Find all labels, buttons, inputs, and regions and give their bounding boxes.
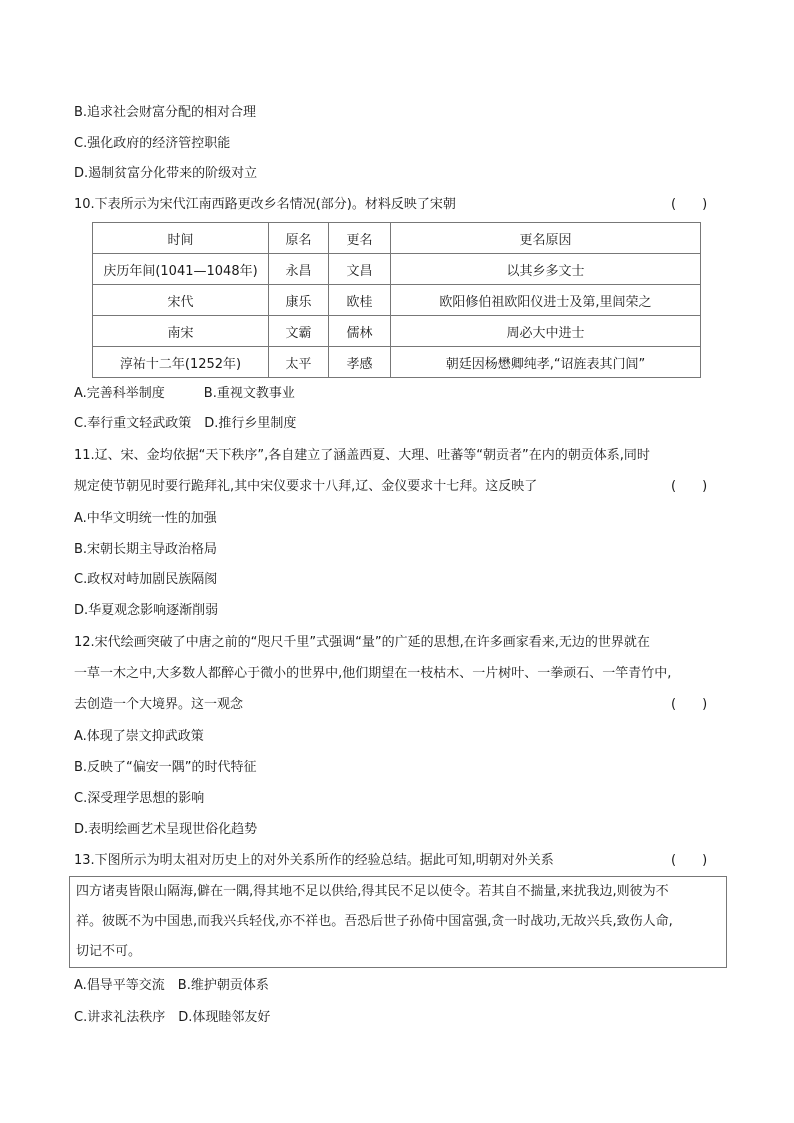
q13-options-ab: A.倡导平等交流 B.维护朝贡体系	[74, 978, 269, 993]
q10-stem: 10.下表所示为宋代江南西路更改乡名情况(部分)。材料反映了宋朝	[74, 197, 456, 212]
table-cell: 儒林	[329, 316, 391, 347]
q11-stem-line1: 11.辽、宋、金均依据“天下秩序”,各自建立了涵盖西夏、大理、吐蕃等“朝贡者”在内的朝贡体系,同时	[74, 448, 650, 463]
quote-line: 切记不可。	[76, 944, 142, 959]
q12-option-a: A.体现了崇文抑武政策	[74, 729, 204, 744]
q12-option-d: D.表明绘画艺术呈现世俗化趋势	[74, 822, 258, 837]
q12-stem-line2: 一草一木之中,大多数人都醉心于微小的世界中,他们期望在一枝枯木、一片树叶、一拳顽石、一竿青竹中,	[74, 666, 672, 681]
q13-options-cd: C.讲求礼法秩序 D.体现睦邻友好	[74, 1010, 271, 1025]
table-cell: 康乐	[269, 285, 329, 316]
q12-stem-line1: 12.宋代绘画突破了中唐之前的“咫尺千里”式强调“量”的广延的思想,在许多画家看来,无边的世界就在	[74, 635, 650, 650]
q11-stem-line2: 规定使节朝见时要行跪拜礼,其中宋仪要求十八拜,辽、金仪要求十七拜。这反映了	[74, 479, 538, 494]
q10-answer-bracket: ( )	[671, 197, 708, 212]
table-row	[93, 316, 701, 347]
q12-answer-bracket: ( )	[671, 697, 708, 712]
table-cell: 太平	[269, 347, 329, 378]
q12-stem-line3: 去创造一个大境界。这一观念	[74, 697, 244, 712]
table-cell: 淳祐十二年(1252年)	[93, 347, 269, 378]
q10-options-cd: C.奉行重文轻武政策 D.推行乡里制度	[74, 416, 297, 431]
table-row	[93, 285, 701, 316]
table-row	[93, 254, 701, 285]
table-cell: 南宋	[93, 316, 269, 347]
q11-option-a: A.中华文明统一性的加强	[74, 511, 217, 526]
q9-option-b: B.追求社会财富分配的相对合理	[74, 105, 257, 120]
table-cell: 欧阳修伯祖欧阳仪进士及第,里闾荣之	[391, 285, 701, 316]
table-cell: 欧桂	[329, 285, 391, 316]
q9-option-d: D.遏制贫富分化带来的阶级对立	[74, 166, 258, 181]
table-header-cell: 原名	[269, 223, 329, 254]
table-cell: 朝廷因杨懋卿纯孝,“诏旌表其门闾”	[391, 347, 701, 378]
q11-option-c: C.政权对峙加剧民族隔阂	[74, 572, 218, 587]
q13-quote-box	[69, 876, 727, 968]
table-cell: 以其乡多文士	[391, 254, 701, 285]
q12-option-b: B.反映了“偏安一隅”的时代特征	[74, 760, 257, 775]
table-row	[93, 347, 701, 378]
q11-answer-bracket: ( )	[671, 479, 708, 494]
q13-stem: 13.下图所示为明太祖对历史上的对外关系所作的经验总结。据此可知,明朝对外关系	[74, 853, 554, 868]
table-header-cell: 时间	[93, 223, 269, 254]
table-header-cell: 更名原因	[391, 223, 701, 254]
table-cell: 宋代	[93, 285, 269, 316]
table-header-row	[93, 223, 701, 254]
q11-option-d: D.华夏观念影响逐渐削弱	[74, 603, 219, 618]
quote-line: 四方诸夷皆限山隔海,僻在一隅,得其地不足以供给,得其民不足以使令。若其自不揣量,来扰我边,则彼为不	[76, 884, 669, 899]
table-cell: 文昌	[329, 254, 391, 285]
quote-line: 祥。彼既不为中国患,而我兴兵轻伐,亦不祥也。吾恐后世子孙倚中国富强,贪一时战功,无故兴兵,致伤人命,	[76, 914, 673, 929]
q11-option-b: B.宋朝长期主导政治格局	[74, 542, 218, 557]
q9-option-c: C.强化政府的经济管控职能	[74, 136, 231, 151]
table-cell: 孝感	[329, 347, 391, 378]
table-cell: 文霸	[269, 316, 329, 347]
q13-answer-bracket: ( )	[671, 853, 708, 868]
q12-option-c: C.深受理学思想的影响	[74, 791, 205, 806]
table-header-cell: 更名	[329, 223, 391, 254]
table-cell: 永昌	[269, 254, 329, 285]
q10-options-ab: A.完善科举制度 B.重视文教事业	[74, 386, 295, 401]
table-cell: 周必大中进士	[391, 316, 701, 347]
table-cell: 庆历年间(1041—1048年)	[93, 254, 269, 285]
q10-table	[92, 222, 701, 378]
